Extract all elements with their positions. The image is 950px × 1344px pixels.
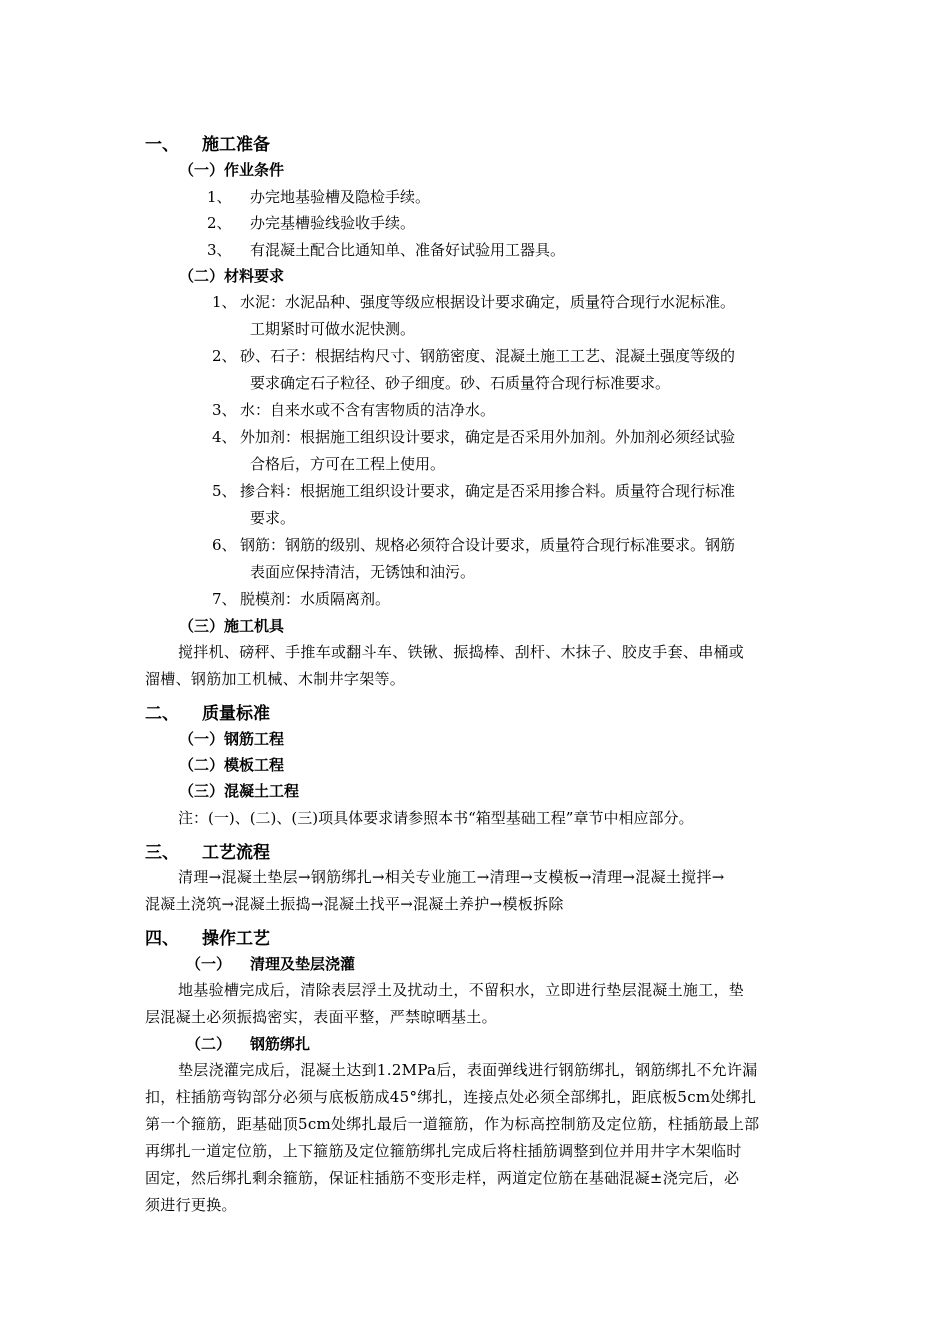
subsection-heading: （一）钢筋工程 (179, 730, 285, 748)
list-item-continuation: 合格后，方可在工程上使用。 (250, 455, 446, 473)
section-title: 质量标准 (202, 704, 270, 724)
section-number: 二、 (145, 704, 179, 724)
paragraph-line: 再绑扎一道定位筋，上下箍筋及定位箍筋绑扎完成后将柱插筋调整到位并用井字木架临时 (145, 1142, 742, 1160)
paragraph-line: 第一个箍筋，距基础顶5cm处绑扎最后一道箍筋，作为标高控制筋及定位筋，柱插筋最上部 (145, 1115, 760, 1133)
paragraph-line: 溜槽、钢筋加工机械、木制井字架等。 (145, 670, 406, 688)
paragraph-line: 固定，然后绑扎剩余箍筋，保证柱插筋不变形走样，两道定位筋在基础混凝±浇完后，必 (145, 1169, 740, 1187)
paragraph-line: 须进行更换。 (145, 1196, 237, 1214)
section-title: 施工准备 (202, 135, 270, 155)
section-number: 四、 (145, 929, 179, 949)
subsection-heading-work-conditions: （一）作业条件 (179, 161, 285, 179)
document-page: 一、 施工准备 （一）作业条件 1、 办完地基验槽及隐检手续。 2、 办完基槽验线验收手续。 3、 有混凝土配合比通知单、准备好试验用工器具。 （二）材料要求 1、 水泥：水泥品种、强度等级应根据设计要求确定，质量符合现行水泥标准。 工期紧时可做水泥快测。 2、 砂、石子：根据结构尺寸、钢筋密度、混凝土施工工艺、混凝土强度等级的 要求确定石子粒径、砂子细度。砂、石质量符合现行标准要求。 3、 水：自来水或不含有害物质的洁净水。 4、 外加剂：根据施工组织设计要求，确定是否采用外加剂。外加剂必须经试验 合格后，方可在工程上使用。 5、 掺合料：根据施工组织设计要求，确定是否采用掺合料。质量符合现行标准 要求。 6、 钢筋：钢筋的级别、规格必须符合设计要求，质量符合现行标准要求。钢筋 表面应保持清洁，无锈蚀和油污。 7、 脱模剂：水质隔离剂。 （三）施工机具 搅拌机、磅秤、手推车或翻斗车、铁锹、振捣棒、刮杆、木抹子、胶皮手套、串桶或 溜槽、钢筋加工机械、木制井字架等。 二、 质量标准 （一）钢筋工程 （二）模板工程 （三）混凝土工程 注：(一)、(二)、(三)项具体要求请参照本书“箱型基础工程”章节中相应部分。 三、 工艺流程 清理→混凝土垫层→钢筋绑扎→相关专业施工→清理→支模板→清理→混凝土搅拌→ 混凝土浇筑→混凝土振捣→混凝土找平→混凝土养护→模板拆除 四、 操作工艺 （一） 清理及垫层浇灌 地基验槽完成后，清除表层浮土及扰动土，不留积水，立即进行垫层混凝土施工，垫 层混凝土必须振捣密实，表面平整，严禁晾晒基土。 （二） 钢筋绑扎 垫层浇灌完成后，混凝土达到1.2MPa后，表面弹线进行钢筋绑扎，钢筋绑扎不允许漏 扣，柱插筋弯钩部分必须与底板筋成45°绑扎，连接点处必须全部绑扎，距底板5cm处绑扎 第一个箍筋，距基础顶5cm处绑扎最后一道箍筋，作为标高控制筋及定位筋，柱插筋最上部 再绑扎一道定位筋，上下箍筋及定位箍筋绑扎完成后将柱插筋调整到位并用井字木架临时 固定，然后绑扎剩余箍筋，保证柱插筋不变形走样，两道定位筋在基础混凝±浇完后，必 须进行更换。 (145, 135, 760, 1214)
list-item-continuation: 工期紧时可做水泥快测。 (250, 320, 416, 338)
section-number: 一、 (145, 135, 179, 155)
paragraph-line: 层混凝土必须振捣密实，表面平整，严禁晾晒基土。 (145, 1008, 497, 1026)
subsection-heading: （三）混凝土工程 (179, 782, 300, 800)
subsection-heading-tools: （三）施工机具 (179, 617, 285, 635)
list-item-continuation: 要求确定石子粒径、砂子细度。砂、石质量符合现行标准要求。 (250, 374, 671, 392)
paragraph-line: 扣，柱插筋弯钩部分必须与底板筋成45°绑扎，连接点处必须全部绑扎，距底板5cm处绑扎 (145, 1088, 757, 1106)
section-number: 三、 (145, 843, 179, 863)
paragraph-line: 垫层浇灌完成后，混凝土达到1.2MPa后，表面弹线进行钢筋绑扎，钢筋绑扎不允许漏 (178, 1061, 758, 1079)
process-flow-line: 混凝土浇筑→混凝土振捣→混凝土找平→混凝土养护→模板拆除 (145, 895, 564, 913)
list-item-continuation: 要求。 (250, 509, 296, 527)
note-text: 注：(一)、(二)、(三)项具体要求请参照本书“箱型基础工程”章节中相应部分。 (178, 809, 694, 827)
process-flow-line: 清理→混凝土垫层→钢筋绑扎→相关专业施工→清理→支模板→清理→混凝土搅拌→ (178, 868, 725, 886)
list-item-continuation: 表面应保持清洁，无锈蚀和油污。 (250, 563, 476, 581)
paragraph-line: 地基验槽完成后，清除表层浮土及扰动土，不留积水，立即进行垫层混凝土施工，垫 (178, 981, 745, 999)
subsection-heading: （二）模板工程 (179, 756, 285, 774)
section-title: 操作工艺 (202, 929, 270, 949)
section-title: 工艺流程 (202, 843, 270, 863)
subsection-heading-materials: （二）材料要求 (179, 267, 285, 285)
paragraph-line: 搅拌机、磅秤、手推车或翻斗车、铁锹、振捣棒、刮杆、木抹子、胶皮手套、串桶或 (178, 643, 745, 661)
